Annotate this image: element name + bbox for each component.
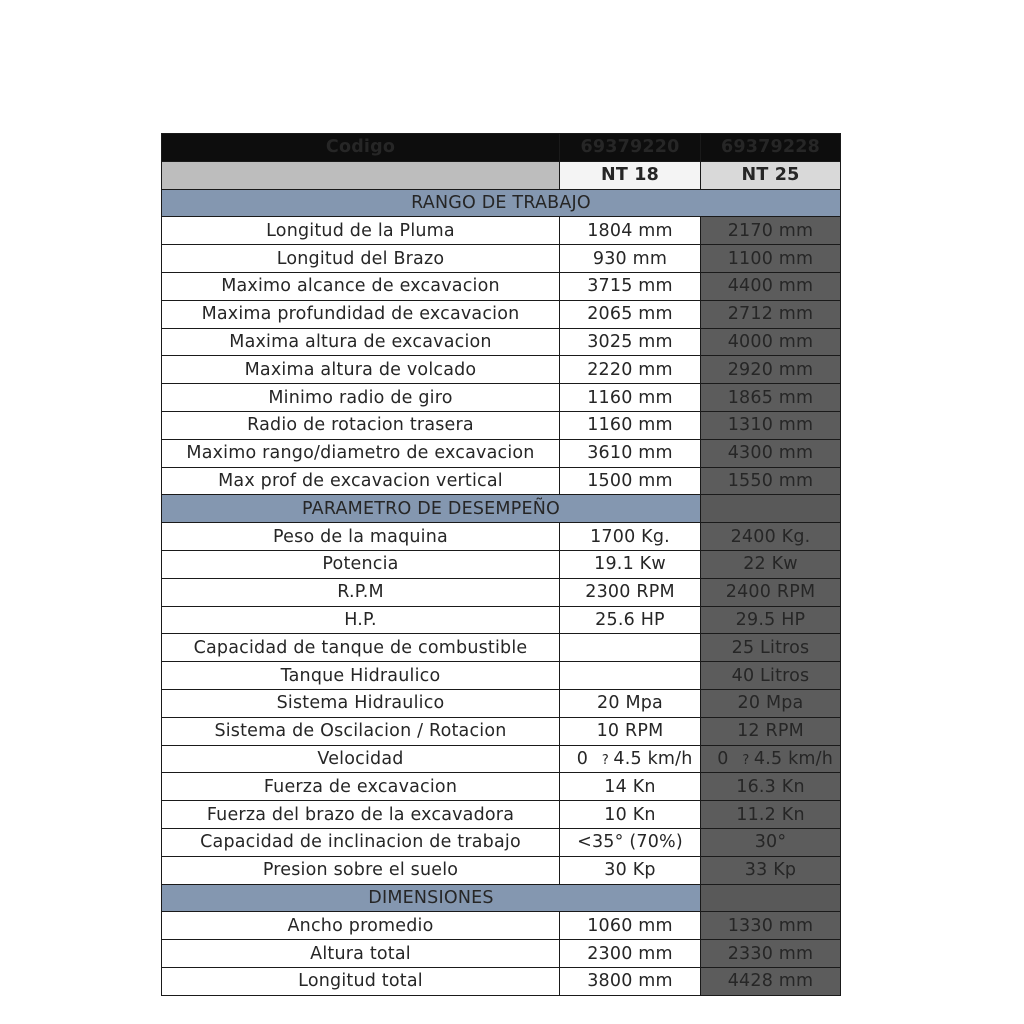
model-nt18: NT 18 (560, 161, 701, 189)
spec-value-nt18: 3715 mm (560, 272, 701, 300)
spec-row (162, 606, 841, 634)
spec-value-nt18: 2065 mm (560, 300, 701, 328)
spec-value-nt25: 2330 mm (701, 940, 841, 968)
spec-value-nt18 (560, 662, 701, 690)
spec-label: Longitud de la Pluma (162, 217, 560, 245)
spec-value-nt25: 2712 mm (701, 300, 841, 328)
section-title: DIMENSIONES (162, 884, 701, 912)
spec-row (162, 801, 841, 829)
spec-value-nt25: 40 Litros (701, 662, 841, 690)
spec-row (162, 912, 841, 940)
spec-row (162, 384, 841, 412)
spec-value-nt18 (560, 634, 701, 662)
model-nt25: NT 25 (701, 161, 841, 189)
spec-label: Maxima altura de excavacion (162, 328, 560, 356)
spec-row (162, 634, 841, 662)
spec-value-nt18: <35° (70%) (560, 828, 701, 856)
spec-value-nt18: 1500 mm (560, 467, 701, 495)
spec-value-nt25: 12 RPM (701, 717, 841, 745)
range-glyph: ? (742, 752, 750, 768)
section-header-row (162, 189, 841, 217)
spec-label: Fuerza del brazo de la excavadora (162, 801, 560, 829)
spec-value-nt25: 16.3 Kn (701, 773, 841, 801)
spec-value-nt25: 2920 mm (701, 356, 841, 384)
spec-value-nt18: 10 RPM (560, 717, 701, 745)
spec-row (162, 967, 841, 995)
spec-value-nt25: 1310 mm (701, 411, 841, 439)
spec-value-nt25: 11.2 Kn (701, 801, 841, 829)
spec-value-nt25: 1865 mm (701, 384, 841, 412)
spec-label: Altura total (162, 940, 560, 968)
section-title: RANGO DE TRABAJO (162, 189, 841, 217)
spec-value-nt25: 1100 mm (701, 245, 841, 273)
spec-value-nt18: 2300 mm (560, 940, 701, 968)
spec-value-nt18: 1060 mm (560, 912, 701, 940)
spec-value-nt25: 4300 mm (701, 439, 841, 467)
spec-label: Radio de rotacion trasera (162, 411, 560, 439)
spec-label: Peso de la maquina (162, 523, 560, 551)
section-title-filler (701, 884, 841, 912)
spec-label: Maximo rango/diametro de excavacion (162, 439, 560, 467)
spec-value-nt18: 3800 mm (560, 967, 701, 995)
spec-label: Tanque Hidraulico (162, 662, 560, 690)
spec-value-nt18 (560, 745, 701, 773)
section-title-filler (701, 495, 841, 523)
spec-value-nt25: 2400 Kg. (701, 523, 841, 551)
spec-value-nt18: 1804 mm (560, 217, 701, 245)
spec-value-nt18: 3025 mm (560, 328, 701, 356)
spec-value-nt25: 2400 RPM (701, 578, 841, 606)
spec-value-nt25: 20 Mpa (701, 689, 841, 717)
spec-row (162, 467, 841, 495)
spec-row (162, 439, 841, 467)
spec-value-nt18: 10 Kn (560, 801, 701, 829)
speed-min-value: 0 (717, 748, 729, 769)
spec-label: Sistema de Oscilacion / Rotacion (162, 717, 560, 745)
spec-label: Capacidad de tanque de combustible (162, 634, 560, 662)
range-glyph: ? (601, 752, 609, 768)
section-header-row (162, 884, 841, 912)
spec-row (162, 773, 841, 801)
spec-label: Maxima altura de volcado (162, 356, 560, 384)
spec-value-nt25: 4000 mm (701, 328, 841, 356)
spec-label: Potencia (162, 550, 560, 578)
spec-value-nt25: 25 Litros (701, 634, 841, 662)
spec-row (162, 662, 841, 690)
spec-value-nt25: 29.5 HP (701, 606, 841, 634)
spec-row (162, 245, 841, 273)
spec-value-nt25 (701, 745, 841, 773)
spec-value-nt18: 1700 Kg. (560, 523, 701, 551)
model-row-blank (162, 161, 560, 189)
spec-value-nt18: 1160 mm (560, 384, 701, 412)
spec-label: Longitud del Brazo (162, 245, 560, 273)
spec-table-body (162, 134, 841, 996)
spec-value-nt18: 3610 mm (560, 439, 701, 467)
spec-label: Maxima profundidad de excavacion (162, 300, 560, 328)
spec-label: H.P. (162, 606, 560, 634)
spec-label: Ancho promedio (162, 912, 560, 940)
spec-label: R.P.M (162, 578, 560, 606)
spec-row (162, 272, 841, 300)
spec-row (162, 828, 841, 856)
spec-value-nt18: 14 Kn (560, 773, 701, 801)
code-nt18: 69379220 (560, 134, 701, 162)
spec-row (162, 940, 841, 968)
spec-value-nt18: 2300 RPM (560, 578, 701, 606)
spec-row (162, 689, 841, 717)
spec-value-nt18: 2220 mm (560, 356, 701, 384)
speed-max-value: 4.5 km/h (753, 748, 834, 769)
spec-row (162, 717, 841, 745)
spec-table (161, 133, 841, 996)
spec-value-nt18: 20 Mpa (560, 689, 701, 717)
spec-label: Maximo alcance de excavacion (162, 272, 560, 300)
spec-row (162, 217, 841, 245)
codigo-label: Codigo (162, 134, 560, 162)
code-nt25: 69379228 (701, 134, 841, 162)
spec-value-nt18: 25.6 HP (560, 606, 701, 634)
spec-value-nt18: 19.1 Kw (560, 550, 701, 578)
spec-row (162, 523, 841, 551)
spec-value-nt25: 30° (701, 828, 841, 856)
spec-label: Fuerza de excavacion (162, 773, 560, 801)
spec-value-nt18: 30 Kp (560, 856, 701, 884)
speed-max-value: 4.5 km/h (613, 748, 693, 769)
spec-value-nt25: 4400 mm (701, 272, 841, 300)
spec-value-nt25: 1550 mm (701, 467, 841, 495)
spec-value-nt25: 2170 mm (701, 217, 841, 245)
spec-label: Presion sobre el suelo (162, 856, 560, 884)
spec-label: Velocidad (162, 745, 560, 773)
codigo-row (162, 134, 841, 162)
spec-row (162, 411, 841, 439)
spec-row (162, 300, 841, 328)
spec-value-nt18: 930 mm (560, 245, 701, 273)
section-title: PARAMETRO DE DESEMPEÑO (162, 495, 701, 523)
spec-row (162, 856, 841, 884)
spec-row (162, 745, 841, 773)
speed-min-value: 0 (576, 748, 589, 769)
spec-value-nt25: 22 Kw (701, 550, 841, 578)
spec-value-nt25: 1330 mm (701, 912, 841, 940)
spec-label: Max prof de excavacion vertical (162, 467, 560, 495)
spec-value-nt25: 33 Kp (701, 856, 841, 884)
spec-value-nt25: 4428 mm (701, 967, 841, 995)
spec-value-nt18: 1160 mm (560, 411, 701, 439)
model-row (162, 161, 841, 189)
spec-row (162, 550, 841, 578)
spec-label: Minimo radio de giro (162, 384, 560, 412)
spec-label: Sistema Hidraulico (162, 689, 560, 717)
spec-row (162, 328, 841, 356)
spec-label: Longitud total (162, 967, 560, 995)
section-header-row (162, 495, 841, 523)
spec-row (162, 578, 841, 606)
spec-label: Capacidad de inclinacion de trabajo (162, 828, 560, 856)
spec-row (162, 356, 841, 384)
